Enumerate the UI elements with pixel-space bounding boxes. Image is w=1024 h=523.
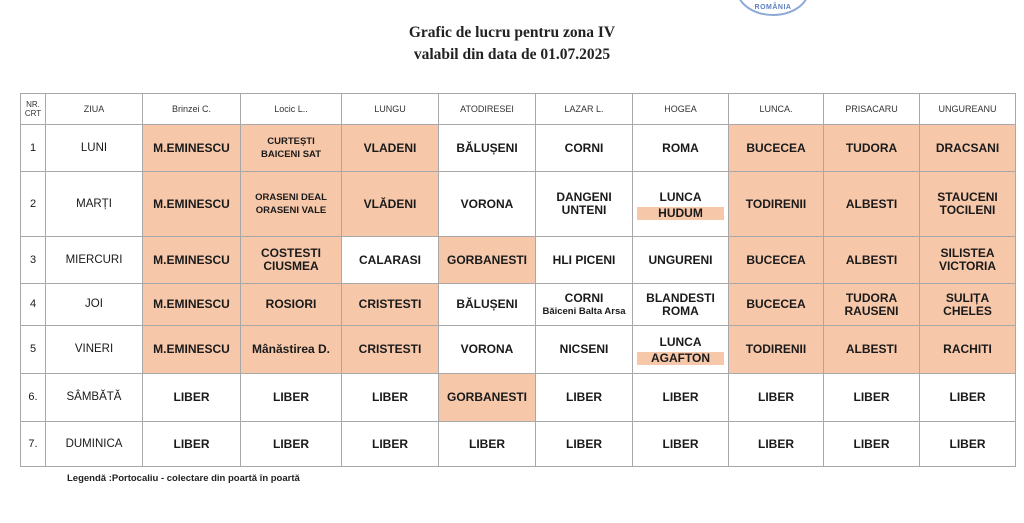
table-row	[21, 284, 1016, 326]
table-cell: LIBER	[241, 374, 342, 422]
table-cell: M.EMINESCU	[143, 326, 241, 374]
day-cell: LUNI	[46, 125, 143, 172]
day-cell: VINERI	[46, 326, 143, 374]
table-cell: LIBER	[536, 374, 633, 422]
table-cell: LIBER	[633, 374, 729, 422]
table-cell: GORBANESTI	[439, 374, 536, 422]
table-cell: UNGURENI	[633, 237, 729, 284]
row-number: 1	[21, 125, 46, 172]
table-cell: LIBER	[729, 422, 824, 467]
row-number: 2	[21, 172, 46, 237]
header-col: ATODIRESEI	[439, 94, 536, 125]
table-cell: TUDORA	[824, 125, 920, 172]
table-cell: GORBANESTI	[439, 237, 536, 284]
page-subtitle: valabil din data de 01.07.2025	[413, 46, 611, 63]
header-nr: NR. CRT	[21, 94, 46, 125]
header-col: LUNGU	[342, 94, 439, 125]
table-cell: M.EMINESCU	[143, 172, 241, 237]
table-cell: VLADENI	[342, 125, 439, 172]
header-day: ZIUA	[46, 94, 143, 125]
table-cell: BUCECEA	[729, 284, 824, 326]
day-cell: MIERCURI	[46, 237, 143, 284]
table-cell: ROMA	[633, 125, 729, 172]
row-number: 3	[21, 237, 46, 284]
table-row	[21, 326, 1016, 374]
day-cell: DUMINICA	[46, 422, 143, 467]
table-cell: LIBER	[342, 374, 439, 422]
table-cell: CRISTESTI	[342, 284, 439, 326]
table-cell: LIBER	[633, 422, 729, 467]
table-cell: ALBESTI	[824, 326, 920, 374]
table-cell: BUCECEA	[729, 237, 824, 284]
table-cell: LUNCA HUDUM	[633, 172, 729, 237]
table-cell: BĂLUȘENI	[439, 125, 536, 172]
table-cell: VLĂDENI	[342, 172, 439, 237]
table-cell: BĂLUȘENI	[439, 284, 536, 326]
table-cell: LUNCA AGAFTON	[633, 326, 729, 374]
table-cell: RACHITI	[920, 326, 1016, 374]
day-cell: MARȚI	[46, 172, 143, 237]
table-cell: ORASENI DEAL ORASENI VALE	[241, 172, 342, 237]
table-cell: DRACSANI	[920, 125, 1016, 172]
header-col: Brinzei C.	[143, 94, 241, 125]
table-cell: VORONA	[439, 172, 536, 237]
table-header-row	[21, 94, 1016, 125]
row-number: 6.	[21, 374, 46, 422]
table-cell: STAUCENI TOCILENI	[920, 172, 1016, 237]
table-cell: TUDORA RAUSENI	[824, 284, 920, 326]
table-row	[21, 125, 1016, 172]
table-cell: LIBER	[729, 374, 824, 422]
table-cell: LIBER	[536, 422, 633, 467]
table-cell: LIBER	[342, 422, 439, 467]
table-cell: HLI PICENI	[536, 237, 633, 284]
table-cell: ALBESTI	[824, 237, 920, 284]
table-cell: LIBER	[143, 422, 241, 467]
table-cell: CURTEȘTI BAICENI SAT	[241, 125, 342, 172]
day-cell: SÂMBĂTĂ	[46, 374, 143, 422]
header-col: UNGUREANU	[920, 94, 1016, 125]
table-cell: M.EMINESCU	[143, 284, 241, 326]
header-col: Locic L..	[241, 94, 342, 125]
table-cell: NICSENI	[536, 326, 633, 374]
row-number: 7.	[21, 422, 46, 467]
table-cell: COSTESTI CIUSMEA	[241, 237, 342, 284]
table-cell: SULIȚA CHELES	[920, 284, 1016, 326]
header-col: HOGEA	[633, 94, 729, 125]
page-title: Grafic de lucru pentru zona IV	[408, 24, 616, 41]
row-number: 4	[21, 284, 46, 326]
table-cell: M.EMINESCU	[143, 237, 241, 284]
table-cell: M.EMINESCU	[143, 125, 241, 172]
table-cell: TODIRENII	[729, 172, 824, 237]
table-cell: VORONA	[439, 326, 536, 374]
table-cell: DANGENI UNTENI	[536, 172, 633, 237]
header-col: PRISACARU	[824, 94, 920, 125]
schedule-table	[20, 93, 1016, 467]
table-row	[21, 237, 1016, 284]
table-cell: BLANDESTI ROMA	[633, 284, 729, 326]
table-cell: CORNI	[536, 125, 633, 172]
logo-text: ROMÂNIA	[754, 4, 792, 11]
header-col: LAZAR L.	[536, 94, 633, 125]
institution-logo-seal	[736, 0, 810, 16]
legend: Legendă :Portocaliu - colectare din poartă în poartă	[67, 473, 300, 484]
table-row	[21, 422, 1016, 467]
table-cell: TODIRENII	[729, 326, 824, 374]
table-cell: SILISTEA VICTORIA	[920, 237, 1016, 284]
row-number: 5	[21, 326, 46, 374]
table-row	[21, 172, 1016, 237]
table-cell: ROSIORI	[241, 284, 342, 326]
table-row	[21, 374, 1016, 422]
table-cell: CRISTESTI	[342, 326, 439, 374]
day-cell: JOI	[46, 284, 143, 326]
header-col: LUNCA.	[729, 94, 824, 125]
table-cell: CALARASI	[342, 237, 439, 284]
table-cell: LIBER	[824, 422, 920, 467]
table-cell: LIBER	[439, 422, 536, 467]
table-cell: BUCECEA	[729, 125, 824, 172]
table-cell: LIBER	[143, 374, 241, 422]
table-cell: Mânăstirea D.	[241, 326, 342, 374]
table-cell: ALBESTI	[824, 172, 920, 237]
table-cell: CORNI Băiceni Balta Arsa	[536, 284, 633, 326]
table-cell: LIBER	[241, 422, 342, 467]
table-cell: LIBER	[920, 374, 1016, 422]
table-cell: LIBER	[824, 374, 920, 422]
table-cell: LIBER	[920, 422, 1016, 467]
